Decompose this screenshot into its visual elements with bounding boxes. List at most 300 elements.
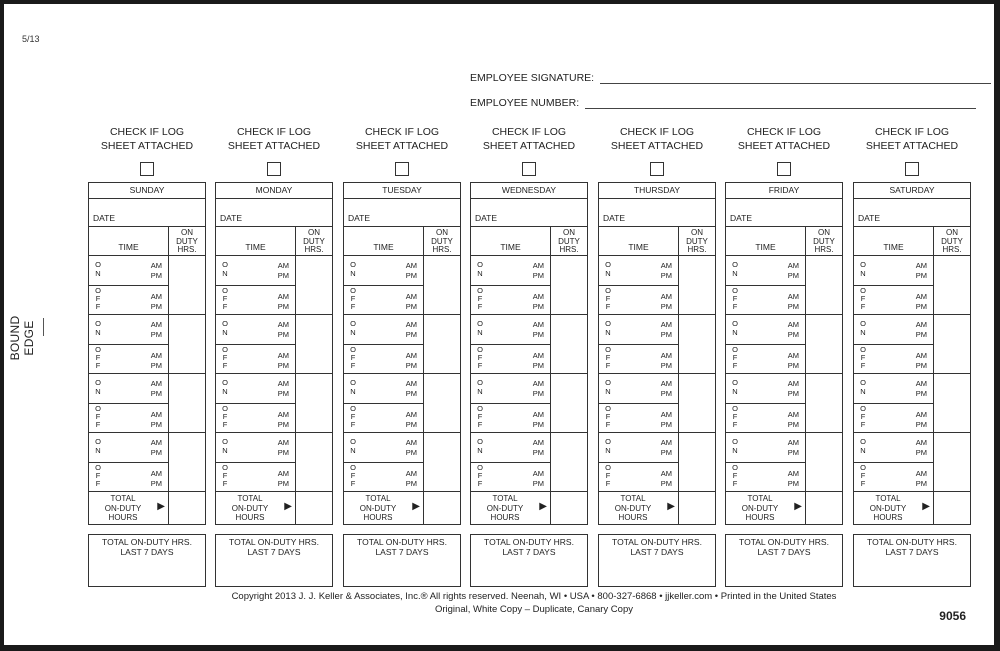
hours-column xyxy=(806,256,842,525)
am-pm-label: AM PM xyxy=(532,350,544,370)
am-pm-label: AM PM xyxy=(787,468,799,488)
am-pm-label: AM PM xyxy=(532,261,544,280)
day-name: SATURDAY xyxy=(854,183,970,199)
am-pm-label: AM PM xyxy=(787,350,799,370)
arrow-right-icon: ▶ xyxy=(157,501,165,512)
on-duty-hours-cell[interactable] xyxy=(806,433,842,492)
total-on-duty-label: TOTAL ON-DUTY HOURS ▶ xyxy=(614,494,675,522)
am-pm-label: AM PM xyxy=(660,379,672,398)
arrow-right-icon: ▶ xyxy=(539,501,547,512)
hours-column xyxy=(551,256,587,525)
table-header xyxy=(89,227,205,256)
am-pm-label: AM PM xyxy=(405,320,417,339)
employee-signature-row xyxy=(470,72,991,84)
on-label: O N xyxy=(732,260,738,278)
on-time-row[interactable] xyxy=(854,374,933,404)
off-label: O F F xyxy=(222,285,228,311)
on-duty-hours-cell[interactable] xyxy=(934,374,970,433)
am-pm-label: AM PM xyxy=(277,379,289,398)
off-label: O F F xyxy=(605,285,611,311)
on-label: O N xyxy=(350,437,356,455)
on-label: O N xyxy=(477,437,483,455)
on-duty-hours-cell[interactable] xyxy=(424,256,460,315)
hours-column xyxy=(169,256,205,525)
on-duty-hours-cell[interactable] xyxy=(934,433,970,492)
on-duty-hours-cell[interactable] xyxy=(296,256,332,315)
on-duty-hours-cell[interactable] xyxy=(806,374,842,433)
last-7-days-total-box[interactable]: TOTAL ON-DUTY HRS. LAST 7 DAYS xyxy=(470,534,588,587)
on-time-row[interactable] xyxy=(599,256,678,286)
daily-log-table xyxy=(215,182,333,525)
off-label: O F F xyxy=(732,285,738,311)
am-pm-label: AM PM xyxy=(150,468,162,488)
am-pm-label: AM PM xyxy=(277,261,289,280)
on-label: O N xyxy=(95,260,101,278)
on-time-row[interactable] xyxy=(599,315,678,345)
employee-number-field[interactable] xyxy=(585,108,976,109)
am-pm-label: AM PM xyxy=(150,350,162,370)
on-label: O N xyxy=(222,260,228,278)
check-log-label: CHECK IF LOG SHEET ATTACHED xyxy=(355,126,449,152)
date-label: DATE xyxy=(93,213,116,223)
on-label: O N xyxy=(860,260,866,278)
off-label: O F F xyxy=(860,462,866,488)
on-time-row[interactable] xyxy=(344,433,423,463)
time-header: TIME xyxy=(755,242,776,252)
date-field[interactable] xyxy=(344,199,460,227)
employee-number-label: EMPLOYEE NUMBER: xyxy=(470,97,580,109)
on-label: O N xyxy=(860,378,866,396)
off-time-row[interactable] xyxy=(471,345,550,375)
arrow-right-icon: ▶ xyxy=(794,501,802,512)
last-7-days-total-box[interactable]: TOTAL ON-DUTY HRS. LAST 7 DAYS xyxy=(725,534,843,587)
date-label: DATE xyxy=(475,213,498,223)
on-duty-hours-cell[interactable] xyxy=(296,433,332,492)
off-time-row[interactable] xyxy=(726,404,805,434)
on-duty-hours-cell[interactable] xyxy=(551,433,587,492)
total-hours-cell[interactable] xyxy=(679,492,715,525)
day-name: SUNDAY xyxy=(89,183,205,199)
hours-column xyxy=(424,256,460,525)
total-on-duty-label: TOTAL ON-DUTY HOURS ▶ xyxy=(741,494,802,522)
am-pm-label: AM PM xyxy=(660,438,672,457)
on-time-row[interactable] xyxy=(216,433,295,463)
daily-log-table xyxy=(853,182,971,525)
on-duty-hours-cell[interactable] xyxy=(806,256,842,315)
on-time-row[interactable] xyxy=(89,315,168,345)
total-on-duty-label: TOTAL ON-DUTY HOURS ▶ xyxy=(104,494,165,522)
date-label: DATE xyxy=(730,213,753,223)
off-time-row[interactable] xyxy=(344,463,423,493)
last-7-days-total-box[interactable]: TOTAL ON-DUTY HRS. LAST 7 DAYS xyxy=(598,534,716,587)
daily-log-table xyxy=(725,182,843,525)
daily-log-table xyxy=(598,182,716,525)
off-time-row[interactable] xyxy=(471,463,550,493)
am-pm-label: AM PM xyxy=(915,320,927,339)
on-time-row[interactable] xyxy=(89,256,168,286)
time-header: TIME xyxy=(118,242,139,252)
table-header xyxy=(471,227,587,256)
on-duty-hours-cell[interactable] xyxy=(169,433,205,492)
am-pm-label: AM PM xyxy=(532,291,544,311)
date-label: DATE xyxy=(858,213,881,223)
off-time-row[interactable] xyxy=(344,345,423,375)
timesheet-form xyxy=(4,4,994,645)
employee-signature-field[interactable] xyxy=(600,83,991,84)
log-attached-checkbox[interactable] xyxy=(267,162,281,176)
off-label: O F F xyxy=(860,403,866,429)
on-duty-hrs-header: ON DUTY HRS. xyxy=(813,228,835,254)
day-name: WEDNESDAY xyxy=(471,183,587,199)
am-pm-label: AM PM xyxy=(277,350,289,370)
am-pm-label: AM PM xyxy=(915,468,927,488)
total-on-duty-label: TOTAL ON-DUTY HOURS ▶ xyxy=(231,494,292,522)
am-pm-label: AM PM xyxy=(660,468,672,488)
total-hours-cell[interactable] xyxy=(169,492,205,525)
off-time-row[interactable] xyxy=(599,463,678,493)
copy-distribution: Original, White Copy – Duplicate, Canary Copy xyxy=(434,604,633,615)
on-time-row[interactable] xyxy=(344,315,423,345)
on-duty-hours-cell[interactable] xyxy=(934,315,970,374)
am-pm-label: AM PM xyxy=(277,438,289,457)
employee-number-row xyxy=(470,97,976,109)
last-7-days-total-box[interactable]: TOTAL ON-DUTY HRS. LAST 7 DAYS xyxy=(853,534,971,587)
off-label: O F F xyxy=(477,285,483,311)
form-number: 9056 xyxy=(939,609,966,623)
check-log-label: CHECK IF LOG SHEET ATTACHED xyxy=(482,126,576,152)
am-pm-label: AM PM xyxy=(277,320,289,339)
am-pm-label: AM PM xyxy=(787,438,799,457)
am-pm-label: AM PM xyxy=(787,291,799,311)
off-label: O F F xyxy=(95,344,101,370)
on-time-row[interactable] xyxy=(854,315,933,345)
off-label: O F F xyxy=(860,344,866,370)
off-time-row[interactable] xyxy=(344,286,423,316)
time-header: TIME xyxy=(373,242,394,252)
on-duty-hours-cell[interactable] xyxy=(679,256,715,315)
off-time-row[interactable] xyxy=(89,345,168,375)
off-time-row[interactable] xyxy=(854,345,933,375)
daily-log-table xyxy=(470,182,588,525)
log-attached-checkbox[interactable] xyxy=(522,162,536,176)
on-time-row[interactable] xyxy=(216,315,295,345)
day-name: TUESDAY xyxy=(344,183,460,199)
last-7-days-total-box[interactable]: TOTAL ON-DUTY HRS. LAST 7 DAYS xyxy=(88,534,206,587)
am-pm-label: AM PM xyxy=(405,409,417,429)
date-field[interactable] xyxy=(471,199,587,227)
am-pm-label: AM PM xyxy=(915,350,927,370)
date-field[interactable] xyxy=(89,199,205,227)
am-pm-label: AM PM xyxy=(532,320,544,339)
day-name: THURSDAY xyxy=(599,183,715,199)
log-attached-checkbox[interactable] xyxy=(395,162,409,176)
off-time-row[interactable] xyxy=(344,404,423,434)
am-pm-label: AM PM xyxy=(532,409,544,429)
on-time-row[interactable] xyxy=(344,256,423,286)
bound-edge-mark xyxy=(43,318,44,336)
on-label: O N xyxy=(95,378,101,396)
table-header xyxy=(726,227,842,256)
log-attached-checkbox[interactable] xyxy=(777,162,791,176)
on-label: O N xyxy=(350,319,356,337)
employee-signature-label: EMPLOYEE SIGNATURE: xyxy=(470,72,595,84)
table-header xyxy=(344,227,460,256)
am-pm-label: AM PM xyxy=(660,409,672,429)
off-label: O F F xyxy=(477,403,483,429)
am-pm-label: AM PM xyxy=(150,379,162,398)
off-time-row[interactable] xyxy=(216,345,295,375)
am-pm-label: AM PM xyxy=(787,379,799,398)
off-time-row[interactable] xyxy=(471,404,550,434)
check-log-label: CHECK IF LOG SHEET ATTACHED xyxy=(610,126,704,152)
am-pm-label: AM PM xyxy=(405,379,417,398)
date-field[interactable] xyxy=(599,199,715,227)
on-label: O N xyxy=(732,378,738,396)
on-label: O N xyxy=(605,437,611,455)
on-label: O N xyxy=(605,260,611,278)
off-label: O F F xyxy=(605,403,611,429)
on-label: O N xyxy=(605,319,611,337)
total-hours-cell[interactable] xyxy=(934,492,970,525)
on-time-row[interactable] xyxy=(89,433,168,463)
off-time-row[interactable] xyxy=(216,404,295,434)
arrow-right-icon: ▶ xyxy=(412,501,420,512)
on-duty-hours-cell[interactable] xyxy=(296,315,332,374)
am-pm-label: AM PM xyxy=(405,261,417,280)
total-hours-cell[interactable] xyxy=(551,492,587,525)
log-attached-checkbox[interactable] xyxy=(905,162,919,176)
on-duty-hrs-header: ON DUTY HRS. xyxy=(558,228,580,254)
on-duty-hours-cell[interactable] xyxy=(679,374,715,433)
off-label: O F F xyxy=(350,285,356,311)
off-label: O F F xyxy=(350,403,356,429)
am-pm-label: AM PM xyxy=(150,291,162,311)
last-7-days-total-box[interactable]: TOTAL ON-DUTY HRS. LAST 7 DAYS xyxy=(343,534,461,587)
on-duty-hours-cell[interactable] xyxy=(806,315,842,374)
on-label: O N xyxy=(605,378,611,396)
time-column xyxy=(854,256,934,525)
off-label: O F F xyxy=(477,344,483,370)
total-hours-cell[interactable] xyxy=(424,492,460,525)
on-duty-hours-cell[interactable] xyxy=(169,374,205,433)
date-label: DATE xyxy=(220,213,243,223)
on-label: O N xyxy=(860,319,866,337)
off-label: O F F xyxy=(350,462,356,488)
on-time-row[interactable] xyxy=(216,256,295,286)
on-time-row[interactable] xyxy=(471,256,550,286)
on-duty-hours-cell[interactable] xyxy=(679,433,715,492)
am-pm-label: AM PM xyxy=(405,291,417,311)
off-time-row[interactable] xyxy=(471,286,550,316)
am-pm-label: AM PM xyxy=(405,468,417,488)
on-time-row[interactable] xyxy=(471,374,550,404)
on-label: O N xyxy=(477,260,483,278)
hours-column xyxy=(296,256,332,525)
time-column xyxy=(89,256,169,525)
date-field[interactable] xyxy=(854,199,970,227)
on-duty-hrs-header: ON DUTY HRS. xyxy=(686,228,708,254)
off-time-row[interactable] xyxy=(599,345,678,375)
off-label: O F F xyxy=(605,462,611,488)
on-time-row[interactable] xyxy=(854,433,933,463)
am-pm-label: AM PM xyxy=(787,261,799,280)
check-log-label: CHECK IF LOG SHEET ATTACHED xyxy=(227,126,321,152)
off-time-row[interactable] xyxy=(216,286,295,316)
table-header xyxy=(599,227,715,256)
am-pm-label: AM PM xyxy=(787,409,799,429)
time-header: TIME xyxy=(500,242,521,252)
on-duty-hours-cell[interactable] xyxy=(551,315,587,374)
on-time-row[interactable] xyxy=(726,433,805,463)
off-label: O F F xyxy=(95,462,101,488)
table-header xyxy=(854,227,970,256)
time-column xyxy=(726,256,806,525)
on-duty-hrs-header: ON DUTY HRS. xyxy=(303,228,325,254)
am-pm-label: AM PM xyxy=(532,438,544,457)
on-label: O N xyxy=(95,319,101,337)
date-field[interactable] xyxy=(726,199,842,227)
on-label: O N xyxy=(222,378,228,396)
daily-log-table xyxy=(88,182,206,525)
on-time-row[interactable] xyxy=(726,256,805,286)
off-label: O F F xyxy=(350,344,356,370)
am-pm-label: AM PM xyxy=(405,350,417,370)
copyright-notice: Copyright 2013 J. J. Keller & Associates, Inc.® All rights reserved. Neenah, WI • USA • 800-327-6868 • jjkeller.com • Printed in the United States xyxy=(231,591,837,602)
time-column xyxy=(216,256,296,525)
on-duty-hours-cell[interactable] xyxy=(424,433,460,492)
on-label: O N xyxy=(350,378,356,396)
date-label: DATE xyxy=(603,213,626,223)
am-pm-label: AM PM xyxy=(150,409,162,429)
on-duty-hrs-header: ON DUTY HRS. xyxy=(431,228,453,254)
total-hours-cell[interactable] xyxy=(296,492,332,525)
bound-edge-label: BOUND EDGE xyxy=(8,315,36,361)
on-time-row[interactable] xyxy=(726,315,805,345)
off-time-row[interactable] xyxy=(89,286,168,316)
total-on-duty-label: TOTAL ON-DUTY HOURS ▶ xyxy=(486,494,547,522)
am-pm-label: AM PM xyxy=(532,379,544,398)
on-duty-hours-cell[interactable] xyxy=(551,256,587,315)
am-pm-label: AM PM xyxy=(277,291,289,311)
on-label: O N xyxy=(732,437,738,455)
on-duty-hours-cell[interactable] xyxy=(551,374,587,433)
on-label: O N xyxy=(95,437,101,455)
am-pm-label: AM PM xyxy=(532,468,544,488)
date-field[interactable] xyxy=(216,199,332,227)
on-duty-hours-cell[interactable] xyxy=(169,315,205,374)
time-column xyxy=(471,256,551,525)
time-header: TIME xyxy=(245,242,266,252)
off-time-row[interactable] xyxy=(854,286,933,316)
day-name: FRIDAY xyxy=(726,183,842,199)
am-pm-label: AM PM xyxy=(277,468,289,488)
off-label: O F F xyxy=(95,285,101,311)
hours-column xyxy=(934,256,970,525)
total-hours-cell[interactable] xyxy=(806,492,842,525)
am-pm-label: AM PM xyxy=(150,261,162,280)
on-time-row[interactable] xyxy=(599,433,678,463)
on-label: O N xyxy=(477,378,483,396)
off-label: O F F xyxy=(477,462,483,488)
off-time-row[interactable] xyxy=(854,404,933,434)
off-label: O F F xyxy=(605,344,611,370)
log-attached-checkbox[interactable] xyxy=(650,162,664,176)
off-time-row[interactable] xyxy=(854,463,933,493)
on-duty-hrs-header: ON DUTY HRS. xyxy=(941,228,963,254)
on-duty-hours-cell[interactable] xyxy=(934,256,970,315)
on-time-row[interactable] xyxy=(471,433,550,463)
am-pm-label: AM PM xyxy=(660,291,672,311)
on-duty-hours-cell[interactable] xyxy=(424,374,460,433)
off-label: O F F xyxy=(222,462,228,488)
on-label: O N xyxy=(222,319,228,337)
off-label: O F F xyxy=(732,344,738,370)
daily-log-table xyxy=(343,182,461,525)
off-time-row[interactable] xyxy=(726,345,805,375)
off-time-row[interactable] xyxy=(726,463,805,493)
table-header xyxy=(216,227,332,256)
on-time-row[interactable] xyxy=(344,374,423,404)
am-pm-label: AM PM xyxy=(660,261,672,280)
on-label: O N xyxy=(732,319,738,337)
on-label: O N xyxy=(350,260,356,278)
arrow-right-icon: ▶ xyxy=(922,501,930,512)
last-7-days-total-box[interactable]: TOTAL ON-DUTY HRS. LAST 7 DAYS xyxy=(215,534,333,587)
off-label: O F F xyxy=(222,344,228,370)
on-duty-hours-cell[interactable] xyxy=(169,256,205,315)
on-label: O N xyxy=(222,437,228,455)
hours-column xyxy=(679,256,715,525)
off-time-row[interactable] xyxy=(89,404,168,434)
off-time-row[interactable] xyxy=(599,404,678,434)
time-column xyxy=(344,256,424,525)
on-time-row[interactable] xyxy=(216,374,295,404)
on-time-row[interactable] xyxy=(89,374,168,404)
am-pm-label: AM PM xyxy=(915,409,927,429)
on-time-row[interactable] xyxy=(471,315,550,345)
log-attached-checkbox[interactable] xyxy=(140,162,154,176)
on-time-row[interactable] xyxy=(726,374,805,404)
on-duty-hrs-header: ON DUTY HRS. xyxy=(176,228,198,254)
on-time-row[interactable] xyxy=(599,374,678,404)
day-name: MONDAY xyxy=(216,183,332,199)
on-duty-hours-cell[interactable] xyxy=(679,315,715,374)
arrow-right-icon: ▶ xyxy=(284,501,292,512)
am-pm-label: AM PM xyxy=(660,320,672,339)
arrow-right-icon: ▶ xyxy=(667,501,675,512)
off-label: O F F xyxy=(732,462,738,488)
on-label: O N xyxy=(477,319,483,337)
time-header: TIME xyxy=(628,242,649,252)
off-time-row[interactable] xyxy=(599,286,678,316)
total-on-duty-label: TOTAL ON-DUTY HOURS ▶ xyxy=(359,494,420,522)
on-time-row[interactable] xyxy=(854,256,933,286)
off-time-row[interactable] xyxy=(89,463,168,493)
am-pm-label: AM PM xyxy=(915,261,927,280)
off-time-row[interactable] xyxy=(726,286,805,316)
on-duty-hours-cell[interactable] xyxy=(296,374,332,433)
am-pm-label: AM PM xyxy=(277,409,289,429)
check-log-label: CHECK IF LOG SHEET ATTACHED xyxy=(865,126,959,152)
on-label: O N xyxy=(860,437,866,455)
check-log-label: CHECK IF LOG SHEET ATTACHED xyxy=(737,126,831,152)
off-label: O F F xyxy=(732,403,738,429)
check-log-label: CHECK IF LOG SHEET ATTACHED xyxy=(100,126,194,152)
off-label: O F F xyxy=(860,285,866,311)
off-time-row[interactable] xyxy=(216,463,295,493)
on-duty-hours-cell[interactable] xyxy=(424,315,460,374)
revision-date: 5/13 xyxy=(22,34,40,44)
